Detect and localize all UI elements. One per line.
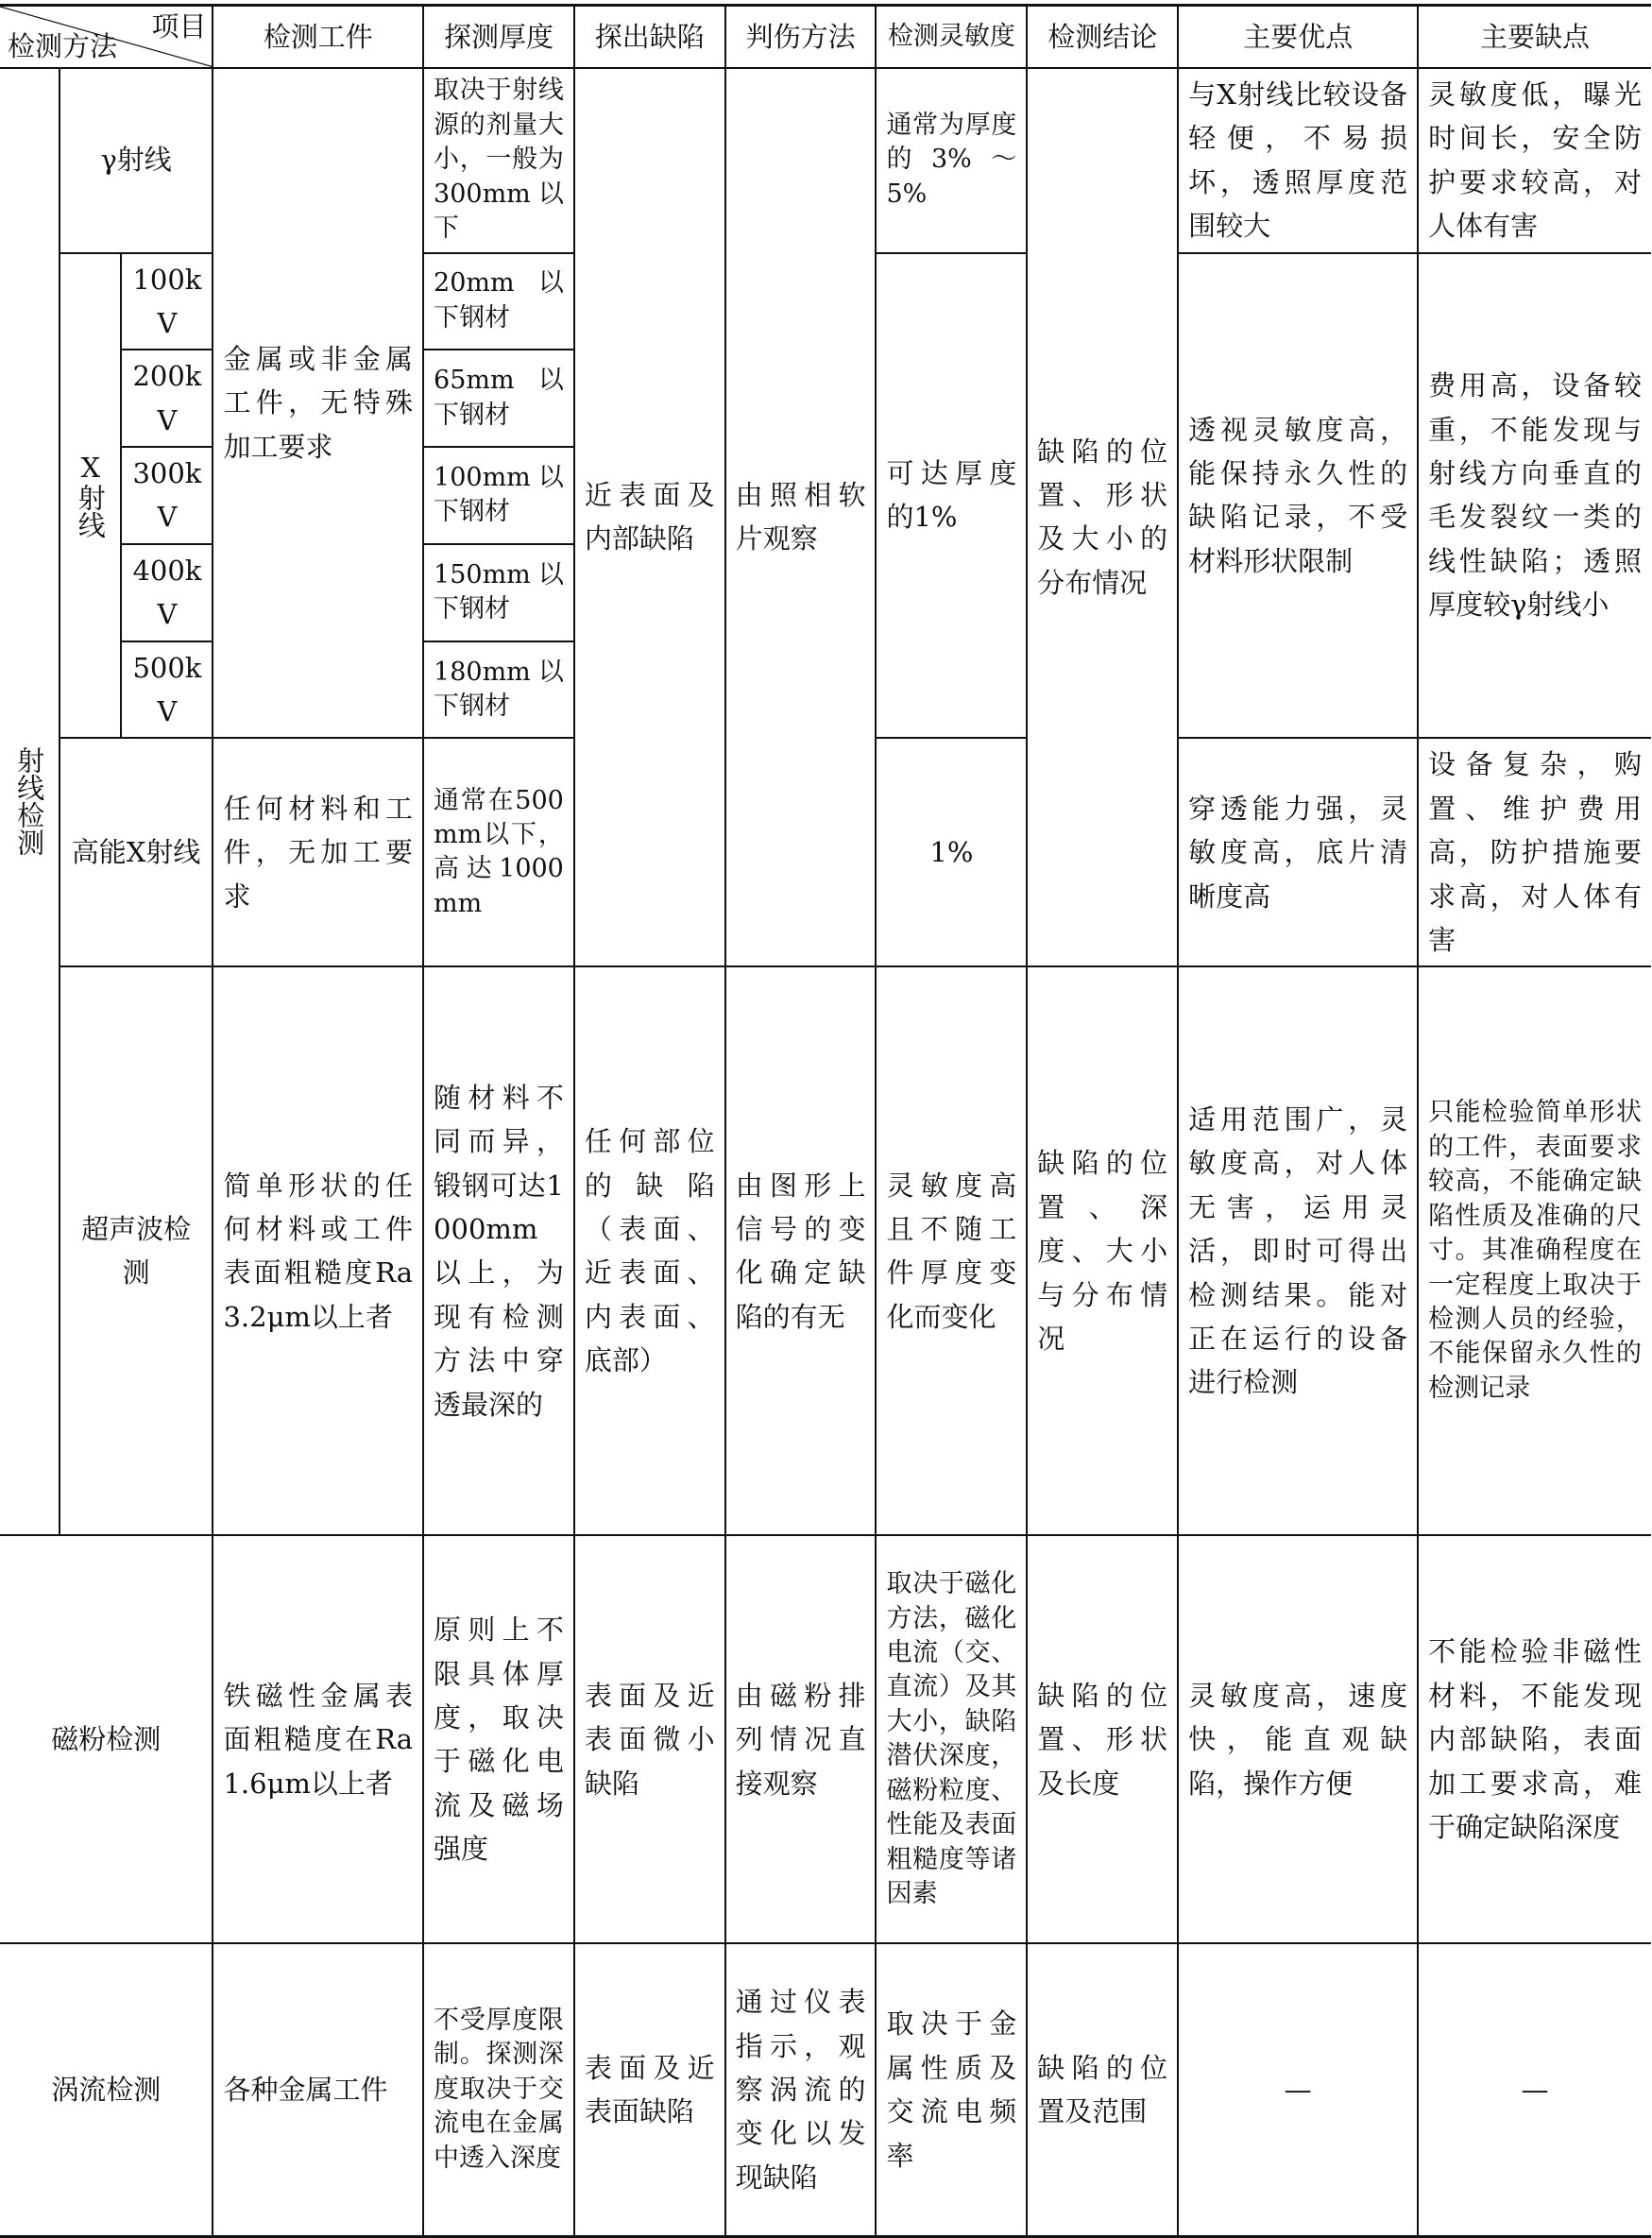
corner-label-item: 项目	[151, 10, 207, 43]
xray-thickness-200kv: 65mm以下钢材	[423, 350, 574, 447]
eddy-conclusion-cell: 缺陷的位置及范围	[1027, 1943, 1178, 2236]
magnetic-disadvantages-cell: 不能检验非磁性材料，不能发现内部缺陷，表面加工要求高，难于确定缺陷深度	[1418, 1535, 1651, 1943]
xray-thickness-100kv: 20mm以下钢材	[423, 253, 574, 350]
gamma-disadvantages-cell: 灵敏度低，曝光时间长，安全防护要求较高，对人体有害	[1418, 68, 1651, 253]
magnetic-label: 磁粉检测	[0, 1535, 213, 1943]
radiographic-defects-cell: 近表面及内部缺陷	[574, 68, 725, 967]
header-row	[0, 6, 1651, 68]
table-row-eddy	[0, 1943, 1651, 2236]
xray-voltage-400kv: 400kV	[121, 544, 213, 641]
radiographic-method-cell: 由照相软片观察	[725, 68, 877, 967]
ultrasonic-method-cell: 由图形上信号的变化确定缺陷的有无	[725, 966, 877, 1535]
eddy-advantages-cell: —	[1178, 1943, 1418, 2236]
high-energy-thickness-cell: 通常在500mm以下，高达1000mm	[423, 738, 574, 966]
ultrasonic-defects-cell: 任何部位的缺陷（表面、近表面、内表面、底部）	[574, 966, 725, 1535]
xray-voltage-300kv: 300kV	[121, 447, 213, 544]
col-header-conclusion: 检测结论	[1027, 6, 1178, 68]
high-energy-advantages-cell: 穿透能力强，灵敏度高，底片清晰度高	[1178, 738, 1418, 966]
ultrasonic-thickness-cell: 随材料不同而异，锻钢可达1000mm以上，为现有检测方法中穿透最深的	[423, 966, 574, 1535]
magnetic-method-cell: 由磁粉排列情况直接观察	[725, 1535, 877, 1943]
magnetic-workpiece-cell: 铁磁性金属表面粗糙度在Ra1.6μm以上者	[213, 1535, 423, 1943]
xray-voltage-500kv: 500kV	[121, 641, 213, 739]
eddy-defects-cell: 表面及近表面缺陷	[574, 1943, 725, 2236]
xray-label: X射线	[60, 253, 122, 739]
table-row-gamma	[0, 68, 1651, 253]
xray-thickness-400kv: 150mm以下钢材	[423, 544, 574, 641]
xray-thickness-500kv: 180mm以下钢材	[423, 641, 574, 739]
xray-advantages-cell: 透视灵敏度高，能保持永久性的缺陷记录，不受材料形状限制	[1178, 253, 1418, 739]
ultrasonic-workpiece-cell: 简单形状的任何材料或工件表面粗糙度Ra3.2μm以上者	[213, 966, 423, 1535]
eddy-sensitivity-cell: 取决于金属性质及交流电频率	[876, 1943, 1027, 2236]
ultrasonic-conclusion-cell: 缺陷的位置、深度、大小与分布情况	[1027, 966, 1178, 1535]
xray-sensitivity-cell: 可达厚度的1%	[876, 253, 1027, 739]
gamma-ray-label: γ射线	[60, 68, 213, 253]
col-header-thickness: 探测厚度	[423, 6, 574, 68]
col-header-defects: 探出缺陷	[574, 6, 725, 68]
col-header-advantages: 主要优点	[1178, 6, 1418, 68]
col-header-method: 判伤方法	[725, 6, 877, 68]
radiographic-conclusion-cell: 缺陷的位置、形状及大小的分布情况	[1027, 68, 1178, 967]
eddy-workpiece-cell: 各种金属工件	[213, 1943, 423, 2236]
table-row-magnetic	[0, 1535, 1651, 1943]
xray-voltage-200kv: 200kV	[121, 350, 213, 447]
radiographic-group-label: 射线检测	[0, 68, 60, 1536]
eddy-method-cell: 通过仪表指示，观察涡流的变化以发现缺陷	[725, 1943, 877, 2236]
corner-label-method: 检测方法	[8, 29, 118, 62]
magnetic-thickness-cell: 原则上不限具体厚度，取决于磁化电流及磁场强度	[423, 1535, 574, 1943]
xray-thickness-300kv: 100mm以下钢材	[423, 447, 574, 544]
high-energy-workpiece-cell: 任何材料和工件，无加工要求	[213, 738, 423, 966]
radiographic-workpiece-cell: 金属或非金属工件，无特殊加工要求	[213, 68, 423, 739]
corner-header-cell	[0, 6, 213, 68]
col-header-workpiece: 检测工件	[213, 6, 423, 68]
eddy-disadvantages-cell: —	[1418, 1943, 1651, 2236]
ndt-comparison-table	[0, 4, 1651, 2238]
high-energy-disadvantages-cell: 设备复杂，购置、维护费用高，防护措施要求高，对人体有害	[1418, 738, 1651, 966]
col-header-disadvantages: 主要缺点	[1418, 6, 1651, 68]
magnetic-sensitivity-cell: 取决于磁化方法，磁化电流（交、直流）及其大小，缺陷潜伏深度，磁粉粒度、性能及表面粗糙度等诸因素	[876, 1535, 1027, 1943]
table-row-ultrasonic	[0, 966, 1651, 1535]
high-energy-xray-label: 高能X射线	[60, 738, 213, 966]
xray-voltage-100kv: 100kV	[121, 253, 213, 350]
ultrasonic-sensitivity-cell: 灵敏度高且不随工件厚度变化而变化	[876, 966, 1027, 1535]
magnetic-defects-cell: 表面及近表面微小缺陷	[574, 1535, 725, 1943]
ultrasonic-label: 超声波检测	[60, 966, 213, 1535]
eddy-thickness-cell: 不受厚度限制。探测深度取决于交流电在金属中透入深度	[423, 1943, 574, 2236]
ultrasonic-advantages-cell: 适用范围广，灵敏度高，对人体无害，运用灵活，即时可得出检测结果。能对正在运行的设备进行检测	[1178, 966, 1418, 1535]
xray-disadvantages-cell: 费用高，设备较重，不能发现与射线方向垂直的毛发裂纹一类的线性缺陷；透照厚度较γ射线小	[1418, 253, 1651, 739]
magnetic-conclusion-cell: 缺陷的位置、形状及长度	[1027, 1535, 1178, 1943]
eddy-label: 涡流检测	[0, 1943, 213, 2236]
gamma-advantages-cell: 与X射线比较设备轻便，不易损坏，透照厚度范围较大	[1178, 68, 1418, 253]
ultrasonic-disadvantages-cell: 只能检验简单形状的工件，表面要求较高，不能确定缺陷性质及准确的尺寸。其准确程度在一定程度上取决于检测人员的经验，不能保留永久性的检测记录	[1418, 966, 1651, 1535]
magnetic-advantages-cell: 灵敏度高，速度快，能直观缺陷，操作方便	[1178, 1535, 1418, 1943]
col-header-sensitivity: 检测灵敏度	[876, 6, 1027, 68]
gamma-sensitivity-cell: 通常为厚度的3%～5%	[876, 68, 1027, 253]
gamma-thickness-cell: 取决于射线源的剂量大小，一般为300mm以下	[423, 68, 574, 253]
high-energy-sensitivity-cell: 1%	[876, 738, 1027, 966]
